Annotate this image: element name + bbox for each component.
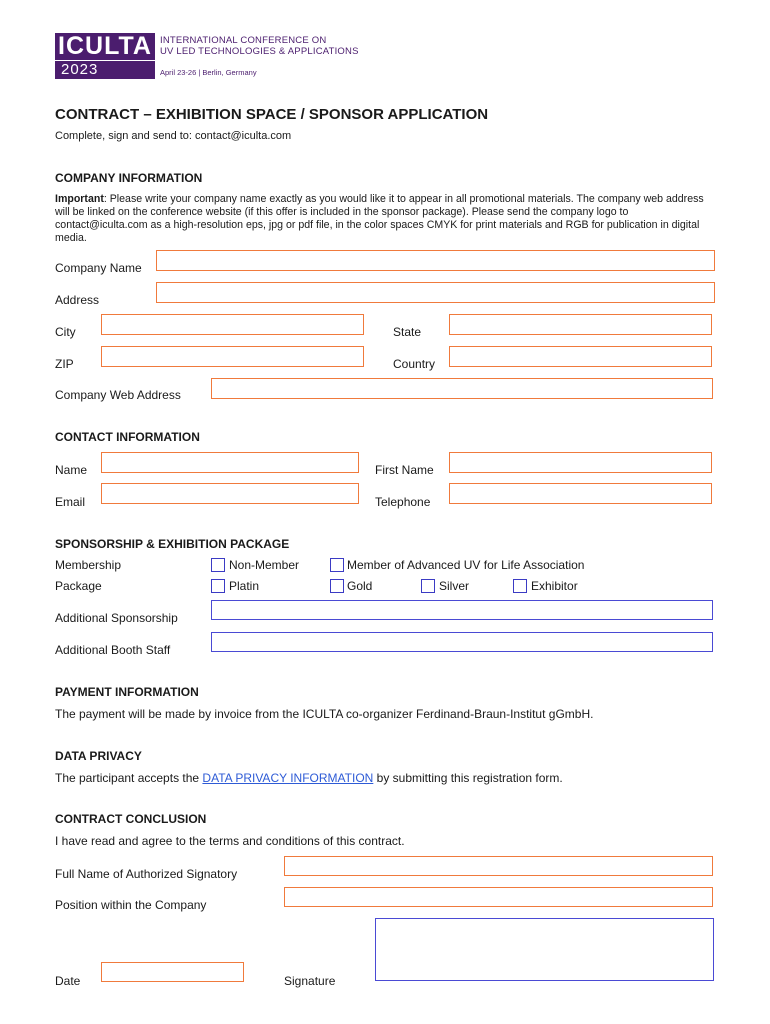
conference-line-1: INTERNATIONAL CONFERENCE ON (160, 35, 327, 46)
company-name-label: Company Name (55, 261, 142, 275)
important-text: : Please write your company name exactly as you would like it to appear in all promotional materials. The company web address will be linked on the conference website (if this offer is included in the sponsor package). Please send the company logo to contact@iculta.com as a high-resolution eps, jpg or pdf file, in the color spaces CMYK for print materials and RGB for publication in digital media. (55, 193, 704, 244)
additional-sponsorship-label: Additional Sponsorship (55, 611, 178, 625)
first-name-label: First Name (375, 463, 434, 477)
city-field[interactable] (101, 314, 364, 335)
sponsorship-heading: SPONSORSHIP & EXHIBITION PACKAGE (55, 537, 290, 551)
silver-checkbox[interactable] (421, 579, 435, 593)
web-address-field[interactable] (211, 378, 713, 399)
zip-label: ZIP (55, 357, 74, 371)
conference-line-2: UV LED TECHNOLOGIES & APPLICATIONS (160, 46, 359, 57)
membership-label: Membership (55, 558, 122, 572)
exhibitor-label: Exhibitor (531, 579, 578, 593)
logo-year: 2023 (55, 61, 155, 79)
address-label: Address (55, 293, 100, 307)
privacy-link[interactable]: DATA PRIVACY INFORMATION (202, 771, 374, 785)
telephone-label: Telephone (375, 495, 431, 509)
email-label: Email (55, 495, 86, 509)
city-label: City (55, 325, 76, 339)
member-label: Member of Advanced UV for Life Association (347, 558, 585, 572)
privacy-text-before: The participant accepts the (55, 771, 203, 785)
payment-text: The payment will be made by invoice from the ICULTA co-organizer Ferdinand-Braun-Institut gGmbH. (55, 707, 594, 721)
platin-label: Platin (229, 579, 260, 593)
non-member-checkbox[interactable] (211, 558, 225, 572)
country-field[interactable] (449, 346, 712, 367)
contact-name-label: Name (55, 463, 88, 477)
date-field[interactable] (101, 962, 244, 982)
signatory-field[interactable] (284, 856, 713, 876)
signature-field[interactable] (375, 918, 714, 981)
additional-staff-field[interactable] (211, 632, 713, 652)
member-checkbox[interactable] (330, 558, 344, 572)
email-field[interactable] (101, 483, 359, 504)
additional-staff-label: Additional Booth Staff (55, 643, 171, 657)
telephone-field[interactable] (449, 483, 712, 504)
package-label: Package (55, 579, 102, 593)
conference-date: April 23-26 | Berlin, Germany (160, 68, 257, 77)
contact-name-field[interactable] (101, 452, 359, 473)
position-label: Position within the Company (55, 898, 207, 912)
privacy-text (55, 771, 563, 785)
country-label: Country (393, 357, 436, 371)
signatory-label: Full Name of Authorized Signatory (55, 867, 238, 881)
conclusion-heading: CONTRACT CONCLUSION (55, 812, 207, 826)
state-field[interactable] (449, 314, 712, 335)
exhibitor-checkbox[interactable] (513, 579, 527, 593)
conclusion-text: I have read and agree to the terms and conditions of this contract. (55, 834, 405, 848)
logo-wordmark: ICULTA (55, 33, 155, 60)
additional-sponsorship-field[interactable] (211, 600, 713, 620)
non-member-label: Non-Member (229, 558, 300, 572)
company-heading: COMPANY INFORMATION (55, 171, 203, 185)
date-label: Date (55, 974, 81, 988)
company-name-field[interactable] (156, 250, 715, 271)
web-address-label: Company Web Address (55, 388, 181, 402)
contact-heading: CONTACT INFORMATION (55, 430, 200, 444)
state-label: State (393, 325, 422, 339)
zip-field[interactable] (101, 346, 364, 367)
gold-label: Gold (347, 579, 373, 593)
privacy-text-after: by submitting this registration form. (373, 771, 563, 785)
first-name-field[interactable] (449, 452, 712, 473)
address-field[interactable] (156, 282, 715, 303)
page-subtitle: Complete, sign and send to: contact@iculta.com (55, 130, 292, 142)
payment-heading: PAYMENT INFORMATION (55, 685, 199, 699)
privacy-heading: DATA PRIVACY (55, 749, 142, 763)
important-label: Important (55, 193, 104, 205)
position-field[interactable] (284, 887, 713, 907)
platin-checkbox[interactable] (211, 579, 225, 593)
gold-checkbox[interactable] (330, 579, 344, 593)
signature-label: Signature (284, 974, 336, 988)
silver-label: Silver (439, 579, 470, 593)
company-important-note (55, 193, 715, 245)
page-title: CONTRACT – EXHIBITION SPACE / SPONSOR APPLICATION (55, 106, 489, 123)
